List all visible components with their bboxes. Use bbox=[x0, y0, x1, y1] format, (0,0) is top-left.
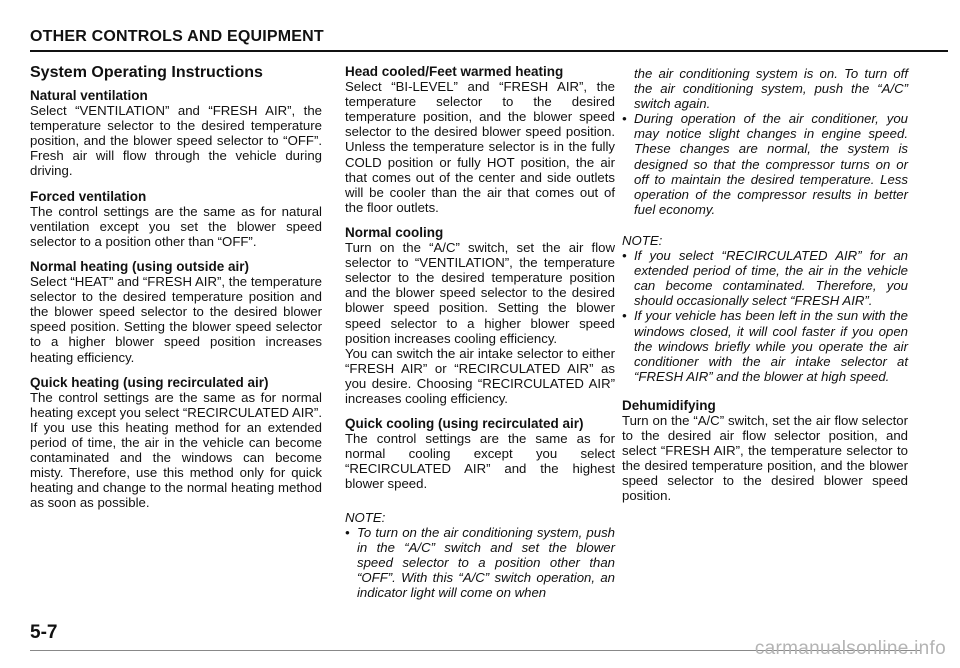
quick-cooling-text: The control settings are the same as for normal cooling except you select “RECIRCULATED AIR” and the highest blower speed. bbox=[345, 431, 615, 492]
head-cooled-heading: Head cooled/Feet warmed heating bbox=[345, 64, 564, 79]
column-3 bbox=[622, 66, 908, 514]
forced-ventilation-heading: Forced ventilation bbox=[30, 188, 147, 204]
note-item-sun: • If your vehicle has been left in the sun with the windows closed, it will cool faster if you open the windows briefly while you operate the air conditioner with the air intake selector at “FRESH AIR” and the blower at high speed. bbox=[622, 308, 908, 383]
dehumidifying-heading: Dehumidifying bbox=[622, 397, 716, 413]
note-list-2 bbox=[622, 248, 908, 384]
quick-heating-heading: Quick heating (using recirculated air) bbox=[30, 374, 269, 390]
note-list bbox=[345, 525, 615, 600]
quick-heating-text: The control settings are the same as for normal heating except you select “RECIRCULATED AIR”. If you use this heating method for an extended period of time, the air in the vehicle can become contaminated and the windows can become misty. Therefore, use this method only for quick heating and change to the normal heating method as soon as possible. bbox=[30, 389, 322, 511]
note-label: NOTE: bbox=[345, 509, 386, 525]
note-item: • To turn on the air conditioning system, push in the “A/C” switch and set the blower speed selector to a position other than “OFF”. With this “A/C” switch operation, an indicator light will come on when bbox=[345, 525, 615, 600]
section-title: System Operating Instructions bbox=[30, 64, 263, 81]
note-item-recirculated: • If you select “RECIRCULATED AIR” for an extended period of time, the air in the vehicle can become contaminated. Therefore, you should occasionally select “FRESH AIR”. bbox=[622, 248, 908, 308]
note-item-ac-operation: • During operation of the air conditioner, you may notice slight changes in engine speed. These changes are normal, the system is designed so that the compressor turns on or off to maintain the desired temperature. Less operation of the compressor results in better fuel economy. bbox=[622, 111, 908, 217]
note-list-continued bbox=[622, 111, 908, 217]
dehumidifying-text: Turn on the “A/C” switch, set the air flow selector to the desired air flow selector position, and select “FRESH AIR”, the temperature selector to the desired temperature position, and the blower speed selector to the desired blower speed position. bbox=[622, 412, 908, 504]
watermark: carmanualsonline.info bbox=[754, 638, 946, 659]
column-1 bbox=[30, 64, 322, 520]
natural-ventilation-heading: Natural ventilation bbox=[30, 88, 148, 103]
normal-cooling-text-2: You can switch the air intake selector to either “FRESH AIR” or “RECIRCULATED AIR” as you desire. Choosing “RECIRCULATED AIR” increases cooling efficiency. bbox=[345, 345, 615, 406]
column-2 bbox=[345, 64, 615, 610]
header-rule bbox=[30, 50, 948, 52]
normal-heating-heading: Normal heating (using outside air) bbox=[30, 258, 250, 274]
note-label-2: NOTE: bbox=[622, 232, 663, 248]
forced-ventilation-text: The control settings are the same as for natural ventilation except you set the blower speed selector to a position other than “OFF”. bbox=[30, 203, 322, 249]
page-header: OTHER CONTROLS AND EQUIPMENT bbox=[30, 28, 324, 45]
normal-cooling-text: Turn on the “A/C” switch, set the air flow selector to “VENTILATION”, the temperature selector to the desired temperature position and the blower speed selector to the desired blower speed position. Setting the blower speed selector to a higher blower speed position increases cooling efficiency. bbox=[345, 240, 615, 346]
normal-heating-text: Select “HEAT” and “FRESH AIR”, the temperature selector to the desired temperature position and the blower speed selector to the desired blower speed position. Setting the blower speed selector to a higher blower speed position increases heating efficiency. bbox=[30, 274, 322, 365]
normal-cooling-heading: Normal cooling bbox=[345, 224, 444, 240]
natural-ventilation-text: Select “VENTILATION” and “FRESH AIR”, the temperature selector to the desired temperature position, and the blower speed selector to “OFF”. Fresh air will flow through the vehicle during driving. bbox=[30, 103, 322, 179]
quick-cooling-heading: Quick cooling (using recirculated air) bbox=[345, 416, 584, 432]
head-cooled-text: Select “BI-LEVEL” and “FRESH AIR”, the temperature selector to the desired temperature position, and the blower speed selector to the desired blower speed position. Unless the temperature selector is in the fully COLD position or fully HOT position, the air that comes out of the center and side outlets will be cooler than the air that comes out of the floor outlets. bbox=[345, 79, 615, 215]
note-continuation: the air conditioning system is on. To turn off the air conditioning system, push the “A/C” switch again. bbox=[634, 66, 908, 112]
page-number: 5-7 bbox=[30, 622, 58, 643]
